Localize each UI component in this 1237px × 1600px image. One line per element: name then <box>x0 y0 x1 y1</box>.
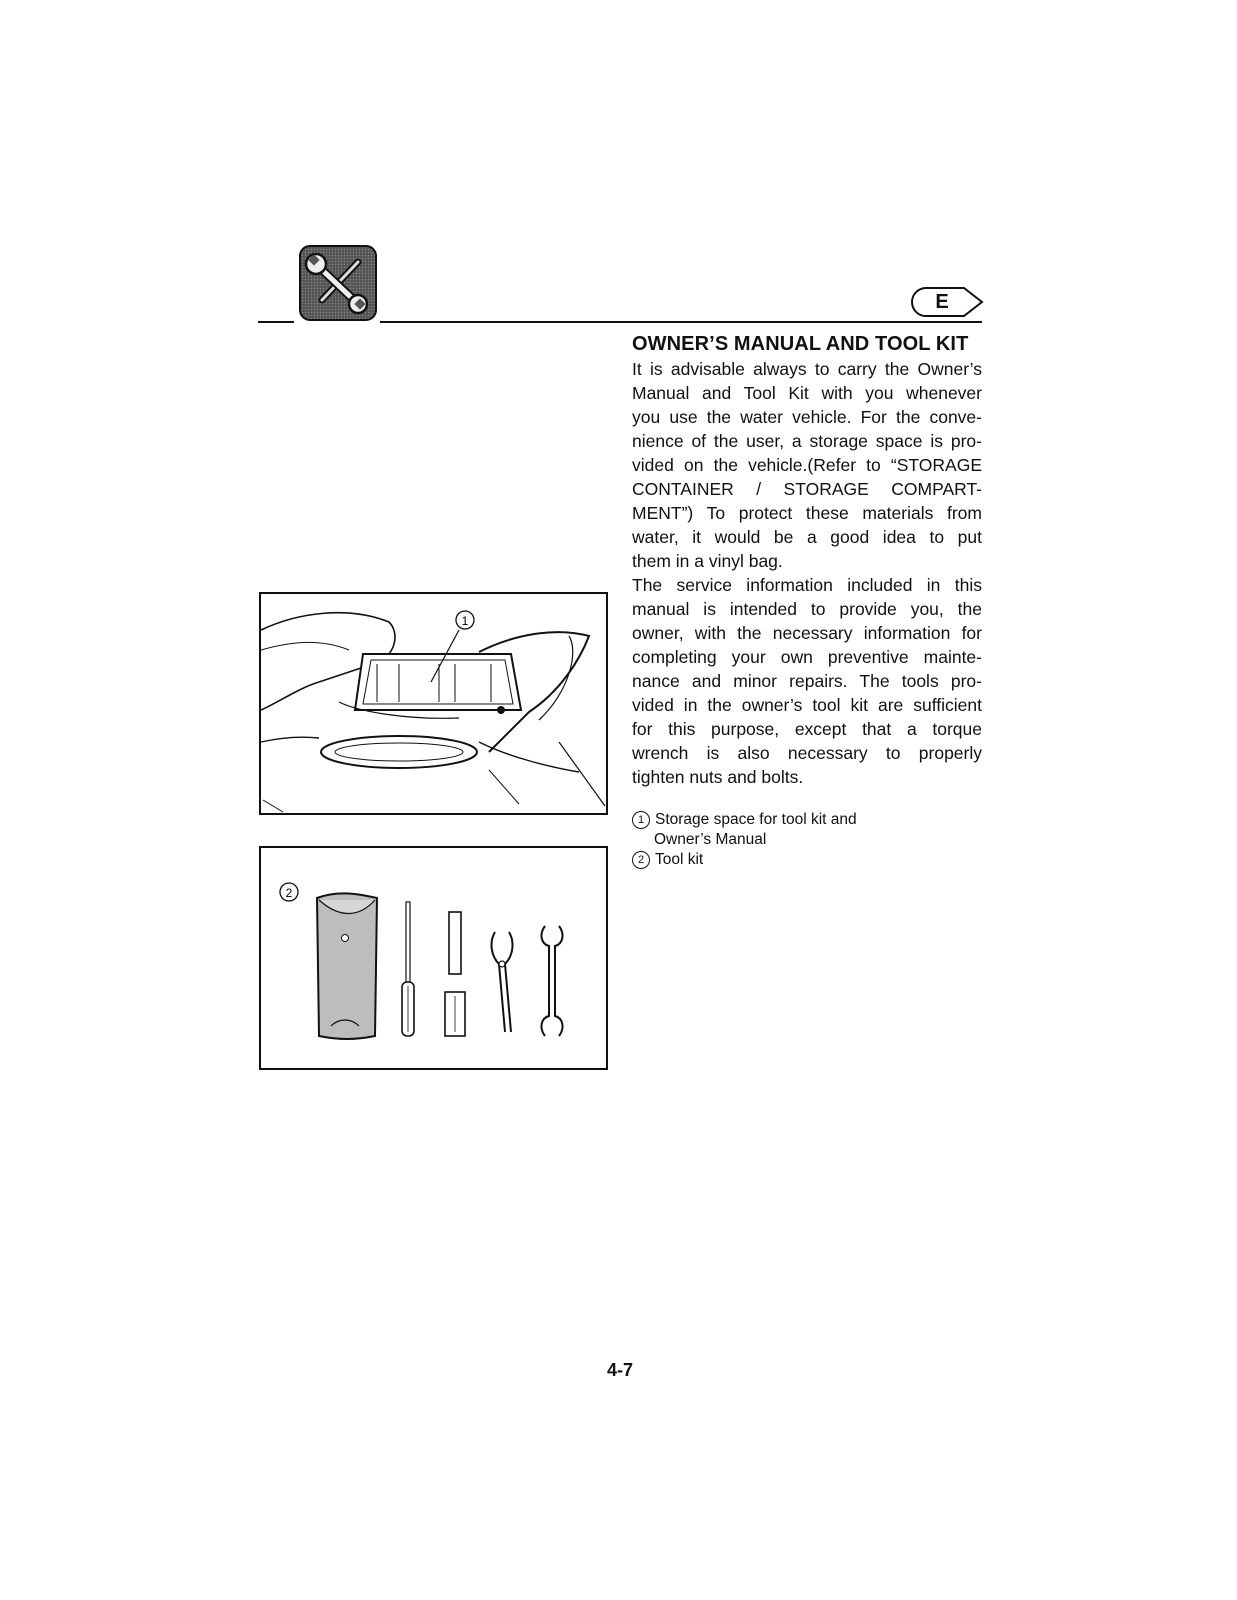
text-line: MENT”) To protect these materials from <box>632 503 982 523</box>
callout-text: Owner’s Manual <box>654 831 767 848</box>
callout-item <box>632 850 857 870</box>
text-line: you use the water vehicle. For the conve- <box>632 407 982 427</box>
text-line: completing your own preventive mainte- <box>632 647 982 667</box>
tool-bag-icon <box>317 893 377 1039</box>
callout-text: Tool kit <box>655 851 704 868</box>
callout-number: 2 <box>632 851 650 869</box>
text-line: CONTAINER / STORAGE COMPART- <box>632 479 982 499</box>
paragraph-service-info <box>632 573 982 789</box>
text-line: for this purpose, except that a torque <box>632 719 982 739</box>
text-line: nience of the user, a storage space is pro- <box>632 431 982 451</box>
text-line: wrench is also necessary to properly <box>632 743 982 763</box>
text-line: Manual and Tool Kit with you whenever <box>632 383 982 403</box>
paragraph-intro <box>632 357 982 573</box>
text-line: tighten nuts and bolts. <box>632 767 804 787</box>
text-line: vided in the owner’s tool kit are sufficient <box>632 695 982 715</box>
text-line: It is advisable always to carry the Owner’s <box>632 359 982 379</box>
callout-legend <box>632 810 857 870</box>
figure-callout-1: 1 <box>461 614 469 628</box>
text-line: vided on the vehicle.(Refer to “STORAGE <box>632 455 982 475</box>
text-line: nance and minor repairs. The tools pro- <box>632 671 982 691</box>
storage-space-figure <box>259 592 608 815</box>
text-line: water, it would be a good idea to put <box>632 527 982 547</box>
callout-text: Storage space for tool kit and <box>655 811 857 828</box>
tool-kit-figure <box>259 846 608 1070</box>
figure-callout-2: 2 <box>285 886 293 900</box>
callout-item <box>632 810 857 830</box>
language-badge: E <box>935 291 949 313</box>
header-rule <box>380 321 982 323</box>
page-number: 4-7 <box>606 1360 633 1380</box>
text-line: them in a vinyl bag. <box>632 551 783 571</box>
header-rule <box>258 321 294 323</box>
callout-number: 1 <box>632 811 650 829</box>
section-title: OWNER’S MANUAL AND TOOL KIT <box>632 333 969 355</box>
text-line: owner, with the necessary information for <box>632 623 982 643</box>
tools-icon <box>298 242 378 322</box>
text-line: manual is intended to provide you, the <box>632 599 982 619</box>
text-line: The service information included in this <box>632 575 982 595</box>
